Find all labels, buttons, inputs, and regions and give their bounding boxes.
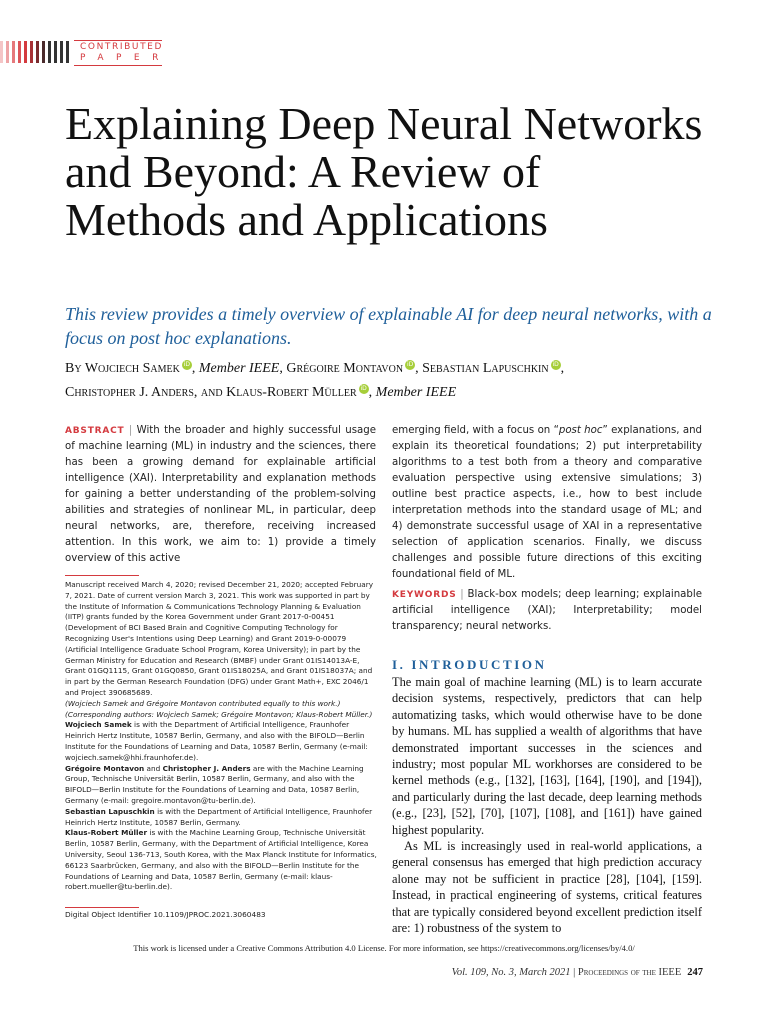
keywords-label: KEYWORDS	[392, 590, 457, 600]
author-muller-role: Member IEEE	[375, 385, 457, 400]
journal-issue: Vol. 109, No. 3, March 2021	[451, 967, 571, 978]
doi-divider	[65, 907, 139, 908]
author-line-2: Christopher J. Anders, and Klaus-Robert Müller iD , Member IEEE	[65, 385, 457, 400]
footnote-divider	[65, 575, 139, 576]
affiliation-lapuschkin: Sebastian Lapuschkin is with the Department of Artificial Intelligence, Fraunhofer Heinrich Hertz Institute, 10587 Berlin, Germany.	[65, 806, 373, 827]
page-footer: Vol. 109, No. 3, March 2021 | Proceedings of the IEEE 247	[451, 967, 703, 978]
section-heading-introduction: I. INTRODUCTION	[392, 657, 547, 672]
intro-paragraph-2: As ML is increasingly used in real-world applications, a general consensus has emerged that high prediction accuracy alone may not be sufficient in practice [28], [104], [159]. Instead, in practical engineering of systems, critical features that are typically considered beyond excellent prediction itself are: 1) robustness of the system to	[392, 839, 702, 936]
abstract-text-right-b: ” explanations, and explain its theoretical foundations; 2) put interpretability algorithms to a test both from a theory and comparative evaluation perspective using extensive simulations; 3) outline best practice aspects, i.e., how to best include interpretation methods into the standard usage of ML; and 4) demonstrate successful usage of XAI in a representative selection of application scenarios. Finally, we discuss challenges and possible future directions of this exciting foundational field of ML.	[392, 425, 702, 580]
footnote-name-anders: Christopher J. Anders	[162, 763, 251, 773]
author-samek-role: Member IEEE	[198, 361, 280, 376]
badge-stripe	[6, 41, 9, 63]
manuscript-note: Manuscript received March 4, 2020; revised December 21, 2020; accepted February 7, 2021. Date of current version March 3, 2021. This work was supported in part by the Institute of Information & Communications Technology Planning & Evaluation (IITP) grants funded by the Korea Government under Grant 2017-0-00451 (Development of BCI Based Brain and Cognitive Computing Technology for Recognizing User's Intentions using Deep Learning) and Grant 2019-0-00079 (Artificial Intelligence Graduate School Program, Korea University); in part by the German Ministry for Education and Research (BMBF) under Grant 01IS14013A-E, Grant 01GQ1115, Grant 01GQ0850, Grant 01IS18025A, and Grant 01IS18037A; and in part by the German Research Foundation (DFG) under Grant Math+, EXC 2046/1 and Project 390685689.	[65, 580, 374, 697]
contributed-paper-badge	[0, 38, 170, 66]
badge-stripe	[12, 41, 15, 63]
footnote-name-lapuschkin: Sebastian Lapuschkin	[65, 806, 155, 816]
footnote-name-samek: Wojciech Samek	[65, 720, 132, 730]
intro-paragraph-1: The main goal of machine learning (ML) is to learn accurate decision systems, respectively, predictors that can help automatizing tasks, which would otherwise have to be done by humans. ML has supplied a wealth of algorithms that have demonstrated important successes in the sciences and industry; most popular ML workhorses are considered to be kernel methods (e.g., [132], [163], [164], [190], and [194]), and particularly during the last decade, deep learning methods (e.g., [23], [52], [70], [107], [108], and [161]) have gained highest popularity.	[392, 675, 702, 837]
journal-name: Proceedings of the IEEE	[577, 967, 682, 978]
badge-stripe	[24, 41, 27, 63]
by-label: By	[65, 361, 85, 376]
paper-title: Explaining Deep Neural Networks and Beyond: A Review of Methods and Applications	[65, 98, 703, 245]
footnote-name-muller: Klaus-Robert Müller	[65, 828, 148, 838]
abstract-right	[392, 423, 702, 583]
badge-stripe	[36, 41, 39, 63]
badge-stripe	[60, 41, 63, 63]
badge-stripe	[48, 41, 51, 63]
footnotes	[65, 580, 377, 893]
badge-stripe	[30, 41, 33, 63]
orcid-icon[interactable]: iD	[552, 361, 559, 368]
author-montavon[interactable]: Grégoire Montavon	[286, 361, 404, 376]
footnote-name-montavon: Grégoire Montavon	[65, 763, 145, 773]
keywords-text: Black-box models; deep learning; explainable artificial intelligence (XAI); Interpretability; model transparency; neural networks.	[392, 589, 702, 632]
orcid-icon[interactable]: iD	[183, 361, 191, 368]
abstract-left: ABSTRACT | With the broader and highly successful usage of machine learning (ML) in industry and the sciences, there has been a growing demand for explainable artificial intelligence (XAI). Interpretability and explanation methods for gaining a better understanding of the problem-solving abilities and strategies of nonlinear ML, in particular, deep neural networks, are, therefore, receiving increased attention. In this work, we aim to: 1) provide a timely overview of this active	[65, 425, 376, 564]
page-number: 247	[687, 967, 703, 978]
affiliation-montavon-anders: Grégoire Montavon and Christopher J. Anders are with the Machine Learning Group, Technische Universität Berlin, 10587 Berlin, Germany, and also with the BIFOLD—Berlin Institute for the Foundations of Learning and Data, 10587 Berlin, Germany (e-mail: gregoire.montavon@tu-berlin.de).	[65, 763, 364, 805]
equal-contribution-note: (Wojciech Samek and Grégoire Montavon contributed equally to this work.) (Corresponding authors: Wojciech Samek; Grégoire Montavon; Klaus-Robert Müller.)	[65, 698, 373, 719]
license-notice[interactable]: This work is licensed under a Creative Commons Attribution 4.0 License. For more information, see https://creativecommons.org/licenses/by/4.0/	[133, 943, 635, 953]
affiliation-muller: Klaus-Robert Müller is with the Machine Learning Group, Technische Universität Berlin, 10587 Berlin, Germany, with the Department of Artificial Intelligence, Korea University, Seoul 136-713, South Korea, with the Max Planck Institute for Informatics, 66123 Saarbrücken, Germany, and also with the BIFOLD—Berlin Institute for the Foundations of Learning and Data, 10587 Berlin, Germany (e-mail: klaus-robert.mueller@tu-berlin.de).	[65, 828, 377, 892]
keywords-block: KEYWORDS | Black-box models; deep learning; explainable artificial intelligence (XAI); Interpretability; model transparency; neural networks.	[392, 589, 702, 632]
badge-line-1: CONTRIBUTED	[80, 42, 163, 52]
badge-stripe	[0, 41, 3, 63]
and-label: and	[200, 385, 227, 400]
badge-stripe	[66, 41, 69, 63]
badge-stripe	[54, 41, 57, 63]
orcid-icon[interactable]: iD	[406, 361, 414, 368]
affiliation-samek: Wojciech Samek is with the Department of Artificial Intelligence, Fraunhofer Heinrich Hertz Institute, 10587 Berlin, Germany, and also with the BIFOLD—Berlin Institute for the Foundations of Learning and Data, 10587 Berlin, Germany (e-mail: wojciech.samek@hhi.fraunhofer.de).	[65, 720, 368, 762]
author-anders[interactable]: Christopher J. Anders	[65, 385, 194, 400]
badge-stripe	[42, 41, 45, 63]
abstract-label: ABSTRACT	[65, 426, 125, 436]
abstract-emphasis: post hoc	[558, 425, 603, 436]
badge-line-2: PAPER	[80, 53, 171, 63]
author-muller[interactable]: Klaus-Robert Müller	[226, 385, 357, 400]
badge-label-box	[74, 40, 171, 66]
author-lapuschkin[interactable]: Sebastian Lapuschkin	[422, 361, 549, 376]
badge-stripe	[18, 41, 21, 63]
abstract-text-right-a: emerging field, with a focus on “	[392, 425, 559, 436]
author-samek[interactable]: Wojciech Samek	[84, 361, 180, 376]
author-line-1: By Wojciech Samek iD , Member IEEE, Grégoire Montavon iD , Sebastian Lapuschkin iD ,	[65, 361, 565, 376]
introduction-body	[392, 674, 702, 937]
doi-line[interactable]: Digital Object Identifier 10.1109/JPROC.2021.3060483	[65, 910, 266, 919]
abstract-text-left: With the broader and highly successful usage of machine learning (ML) in industry and the sciences, there has been a growing demand for explainable artificial intelligence (XAI). Interpretability and explanation methods for gaining a better understanding of the problem-solving abilities and strategies of nonlinear ML, in particular, deep neural networks, are, therefore, receiving increased attention. In this work, we aim to: 1) provide a timely overview of this active	[65, 425, 376, 564]
orcid-icon[interactable]: iD	[360, 385, 367, 392]
paper-subtitle: This review provides a timely overview of explainable AI for deep neural networks, with a focus on post hoc explanations.	[65, 304, 712, 348]
